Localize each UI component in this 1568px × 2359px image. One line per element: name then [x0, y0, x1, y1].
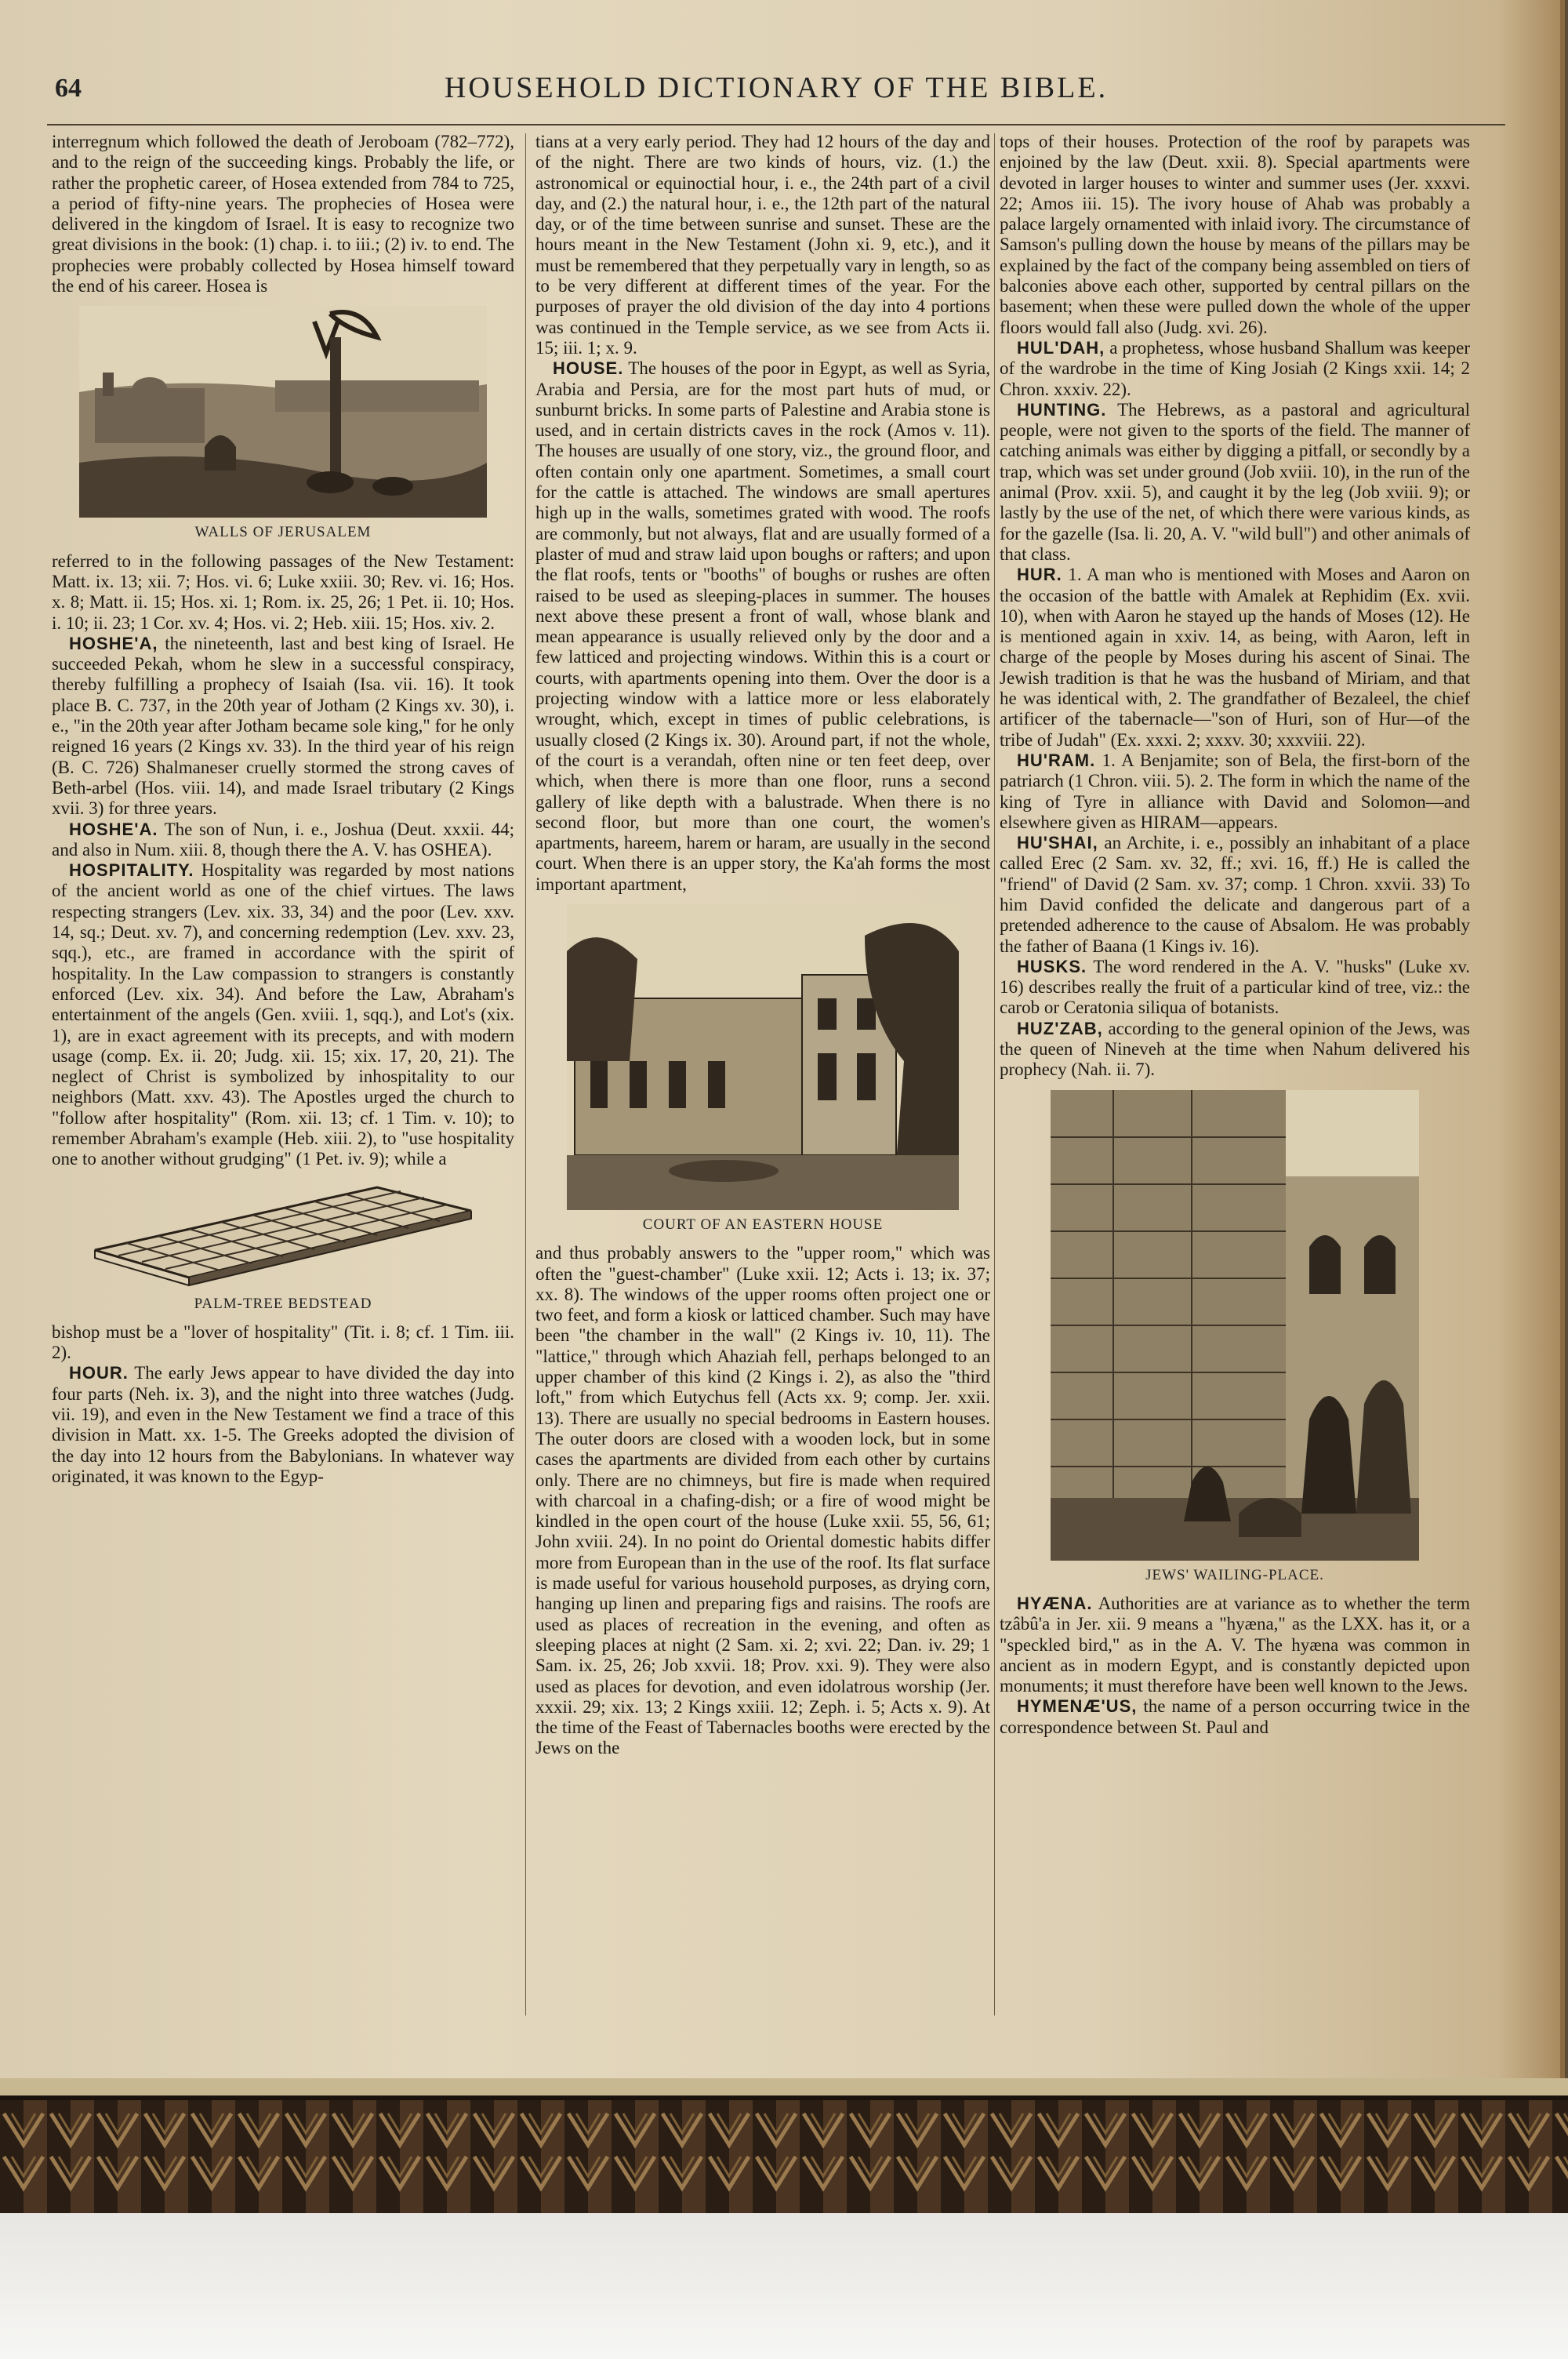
- spine-ornament: [0, 2110, 1568, 2196]
- entry-text: the nineteenth, last and best king of Israel. He succeeded Pekah, whom he slew in a successful conspiracy, thereby fulfilling a prophecy of Isaiah (Isa. vii. 16). It took place B. C. 737, in the 20th year of Jotham (2 Kings xv. 30), i. e., "in the 20th year after Jotham became sole king," for he only reigned 16 years (2 Kings xv. 33). In the third year of his reign (B. C. 726) Shalmaneser cruelly stormed the strong caves of Beth-arbel (Hos. viii. 14), and made Israel tributary (2 Kings xvii. 3) for three years.: [52, 633, 514, 819]
- column-divider: [525, 133, 526, 2016]
- entry-text: the name of a person occurring twice in the correspondence between St. Paul and: [1000, 1696, 1470, 1737]
- page-torn-edge: [0, 2078, 1568, 2095]
- entry-hyaena: [1000, 1594, 1470, 1696]
- entry-text: The houses of the poor in Egypt, as well as Syria, Arabia and Persia, are for the most part huts of mud, or sunburnt bricks. In some parts of Palestine and Arabia stone is used, and in certain districts caves in the rock (Amos v. 11). The houses are usually of one story, viz., the ground floor, and often contain only one apartment. Sometimes, a small court for the cattle is attached. The windows are small apertures high up in the walls, sometimes grated with wood. The roofs are commonly, but not always, flat and are usually formed of a plaster of mud and straw laid upon boughs or rafters; and upon the flat roofs, tents or "booths" of boughs or rushes are often raised to be used as sleeping-places in summer. The houses next above these present a front of wall, whose blank and mean appearance is usually relieved only by the door and a few latticed and projecting windows. Within this is a court or courts, with apartments opening into them. Over the door is a projecting window with a lattice more or less elaborately wrought, which, except in times of public celebrations, is usually closed (2 Kings ix. 30). Around part, if not the whole, of the court is a verandah, often nine or ten feet deep, over which, when there is more than one floor, runs a second gallery of like depth with a balustrade. When there is no second floor, but more than one court, the women's apartments, hareem, harem or haram, are usually in the second court. When there is an upper story, the Ka'ah forms the most important apartment,: [535, 358, 990, 894]
- headword: HOUR.: [69, 1363, 129, 1383]
- entry-text: Authorities are at variance as to whether the term tzâbû'a in Jer. xii. 9 means a "hyæna," as the LXX. has it, or a "speckled bird," as in the A. V. The hyæna was common in ancient as in modern Egypt, and is constantly depicted upon monuments; it must therefore have been well known to the Jews.: [1000, 1593, 1470, 1696]
- entry-hoshea-2: [52, 820, 514, 861]
- paragraph: bishop must be a "lover of hospitality" (Tit. i. 8; cf. 1 Tim. iii. 2).: [52, 1321, 514, 1363]
- background-surface: [0, 2213, 1568, 2359]
- paragraph: tops of their houses. Protection of the roof by parapets was enjoined by the law (Deut. xxii. 8). Special apartments were devoted in larger houses to winter and summer uses (Jer. xxxvi. 22; Amos iii. 15). The ivory house of Ahab was probably a palace largely ornamented with inlaid ivory. The circumstance of Samson's pulling down the house by means of the pillars may be explained by the fact of the company being assembled on tiers of balconies above each other, supported by central pillars on the basement; when these were pulled down the whole of the upper floors would fall also (Judg. xvi. 26).: [1000, 132, 1470, 337]
- entry-text: The early Jews appear to have divided the day into four parts (Neh. ix. 3), and the night into three watches (Judg. vii. 19), and even in the New Testament we find a trace of this division in Matt. xx. 1-5. The Greeks adopted the division of the day into 12 hours from the Babylonians. In whatever way originated, it was known to the Egyp-: [52, 1363, 514, 1486]
- headword: HYMENÆ'US,: [1017, 1696, 1138, 1717]
- headword: HUSKS.: [1017, 956, 1087, 976]
- headword: HUL'DAH,: [1017, 337, 1105, 358]
- walls-of-jerusalem-engraving: [79, 306, 487, 518]
- headword: HYÆNA.: [1017, 1593, 1093, 1613]
- paragraph: tians at a very early period. They had 12 hours of the day and of the night. There are two kinds of hours, viz. (1.) the astronomical or equinoctial hour, i. e., the 24th part of a civil day, and (2.) the natural hour, i. e., the 12th part of the natural day, or of the time between sunrise and sunset. These are the hours meant in the New Testament (John xi. 9, etc.), and it must be remembered that they perpetually vary in length, so as to be very different at different times of the year. For the purposes of prayer the old division of the day into 4 portions was continued in the Temple service, as we see from Acts ii. 15; iii. 1; x. 9.: [535, 132, 990, 358]
- paragraph: referred to in the following passages of the New Testament: Matt. ix. 13; xii. 7; Hos. vi. 6; Luke xxiii. 30; Rev. vi. 16; Hos. x. 8; Matt. ii. 15; Hos. xi. 1; Rom. ix. 25, 26; 1 Pet. ii. 10; Hos. i. 10; ii. 23; 1 Cor. xv. 4; Hos. vi. 2; Heb. xiii. 15; Hos. xiv. 2.: [52, 551, 514, 633]
- entry-house: [535, 358, 990, 895]
- entry-text: The son of Nun, i. e., Joshua (Deut. xxxii. 44; and also in Num. xiii. 8, though there the A. V. has OSHEA).: [52, 819, 514, 860]
- entry-hushai: [1000, 833, 1470, 957]
- figure-court-of-eastern-house: [535, 904, 990, 1235]
- page-number: 64: [55, 74, 82, 103]
- entry-text: The Hebrews, as a pastoral and agricultural people, were not given to the sports of the field. The manner of catching animals was either by digging a pitfall, or secondly by a trap, which was set under ground (Job xviii. 10), in the run of the animal (Prov. xxii. 5), and caught it by the leg (Job xviii. 9); or lastly by the use of the net, of which there were various kinds, as for the gazelle (Isa. li. 20, A. V. "wild bull") and other animals of that class.: [1000, 399, 1470, 564]
- entry-text: a prophetess, whose husband Shallum was keeper of the wardrobe in the time of King Josiah (2 Kings xxii. 14; 2 Chron. xxxiv. 22).: [1000, 337, 1471, 399]
- headword: HOSHE'A,: [69, 633, 158, 653]
- figure-caption: JEWS' WAILING-PLACE.: [1145, 1566, 1324, 1583]
- column-2: [535, 132, 990, 1759]
- entry-hur: [1000, 565, 1470, 751]
- entry-hymenaeus: [1000, 1696, 1470, 1738]
- headword: HOSHE'A.: [69, 819, 158, 839]
- entry-husks: [1000, 957, 1470, 1019]
- entry-hospitality: [52, 860, 514, 1169]
- figure-jews-wailing-place: [1000, 1090, 1470, 1586]
- headword: HUZ'ZAB,: [1017, 1018, 1103, 1038]
- entry-huzzab: [1000, 1019, 1470, 1081]
- running-title: HOUSEHOLD DICTIONARY OF THE BIBLE.: [444, 71, 1109, 104]
- entry-hour: [52, 1363, 514, 1487]
- headword: HUR.: [1017, 565, 1062, 585]
- entry-hunting: [1000, 400, 1470, 565]
- headword: HU'RAM.: [1017, 750, 1096, 770]
- figure-caption: WALLS OF JERUSALEM: [194, 524, 372, 541]
- headword: HU'SHAI,: [1017, 833, 1098, 853]
- figure-caption: PALM-TREE BEDSTEAD: [194, 1295, 372, 1312]
- entry-text: 1. A Benjamite; son of Bela, the first-born of the patriarch (1 Chron. viii. 5). 2. The form in which the name of the king of Tyre in alliance with David and Solomon—and elsewhere given as HIRAM—appears.: [1000, 750, 1470, 832]
- column-1: [52, 132, 514, 1487]
- entry-huram: [1000, 751, 1470, 833]
- entry-text: 1. A man who is mentioned with Moses and Aaron on the occasion of the battle with Amalek at Rephidim (Ex. xvii. 10), when with Aaron he stayed up the hands of Moses (12). He is mentioned again in xxiv. 14, as being, with Aaron, left in charge of the people by Moses during his ascent of Sinai. The Jewish tradition is that he was the husband of Miriam, and that he was identical with, 2. The grandfather of Bezaleel, the chief artificer of the tabernacle—"son of Huri, son of Hur—of the tribe of Judah" (Ex. xxxi. 2; xxxv. 30; xxxviii. 22).: [1000, 565, 1471, 750]
- column-divider: [994, 133, 995, 2016]
- jews-wailing-place-engraving: [1051, 1090, 1419, 1561]
- header-rule: [47, 124, 1505, 125]
- entry-text: an Archite, i. e., possibly an inhabitant of a place called Erec (2 Sam. xv. 32, ff.; xvi. 16, ff.) He is called the "friend" of David (2 Sam. xv. 37; comp. 1 Chron. xxvii. 33) To him David confided the delicate and dangerous part of a pretended adherence to the cause of Absalom. He was probably the father of Baana (1 Kings iv. 16).: [1000, 833, 1471, 956]
- paragraph: and thus probably answers to the "upper room," which was often the "guest-chamber" (Luke xxii. 12; Acts i. 13; ix. 37; xx. 8). The windows of the upper rooms often project one or two feet, and form a kiosk or latticed chamber. Such may have been "the chamber in the wall" (2 Kings iv. 10, 11). The "lattice," through which Ahaziah fell, perhaps belonged to an upper chamber of this kind (2 Kings i. 2), as also the "third loft," from which Eutychus fell (Acts xx. 9; comp. Jer. xxii. 13). There are usually no special bedrooms in Eastern houses. The outer doors are closed with a wooden lock, but in some cases the apartments are divided from each other by curtains only. There are no chimneys, but fire is made when required with charcoal in a chafing-dish; or a fire of wood might be kindled in the open court of the house (Luke xxii. 55, 56, 61; John xviii. 24). In no point do Oriental domestic habits differ more from European than in the use of the roof. Its flat surface is made useful for various household purposes, as drying corn, hanging up linen and preparing figs and raisins. The roofs are used as places of recreation in the evening, and often as sleeping places at night (2 Sam. xi. 2; xvi. 22; Dan. iv. 29; 1 Sam. ix. 25, 26; Job xxvii. 18; Prov. xxi. 9). They were also used as places for devotion, and even idolatrous worship (Jer. xxxii. 29; xix. 13; 2 Kings xxiii. 12; Zeph. i. 5; Acts x. 9). At the time of the Feast of Tabernacles booths were erected by the Jews on the: [535, 1243, 990, 1758]
- paragraph: interregnum which followed the death of Jeroboam (782–772), and to the reign of the succeeding kings. Probably the life, or rather the prophetic career, of Hosea extended from 784 to 725, a period of fifty-nine years. The prophecies of Hosea were delivered in the kingdom of Israel. It is easy to recognize two great divisions in the book: (1) chap. i. to iii.; (2) iv. to end. The prophecies were probably collected by Hosea himself toward the end of his career. Hosea is: [52, 132, 514, 296]
- court-of-eastern-house-engraving: [567, 904, 959, 1210]
- headword: HOSPITALITY.: [69, 860, 194, 881]
- entry-huldah: [1000, 338, 1470, 400]
- entry-hoshea-1: [52, 634, 514, 820]
- entry-text: according to the general opinion of the Jews, was the queen of Nineveh at the time when Nahum delivered his prophecy (Nah. ii. 7).: [1000, 1018, 1471, 1080]
- entry-text: Hospitality was regarded by most nations of the ancient world as one of the chief virtues. The laws respecting strangers (Lev. xix. 33, 34) and the poor (Lev. xxv. 14, sq.; Deut. xv. 7), and concerning redemption (Lev. xxv. 23, sqq.), etc., are framed in accordance with the spirit of hospitality. In the Law compassion to strangers is constantly enforced (Lev. xix. 34). And before the Law, Abraham's entertainment of the angels (Gen. xviii. 1, sqq.), and Lot's (xix. 1), are in exact agreement with its precepts, and with modern usage (comp. Ex. ii. 20; Judg. xii. 15; xix. 17, 20, 21). The neglect of Christ is symbolized by inhospitality to our neighbors (Matt. xxv. 43). The Apostles urged the church to "follow after hospitality" (Rom. xii. 13; cf. 1 Tim. v. 10); to remember Abraham's example (Heb. xiii. 2), to "use hospitality one to another without grudging" (1 Pet. iv. 9); while a: [52, 860, 515, 1169]
- column-3: [1000, 132, 1470, 1738]
- figure-walls-of-jerusalem: [52, 306, 514, 543]
- headword: HOUSE.: [553, 358, 624, 379]
- entry-text: The word rendered in the A. V. "husks" (Luke xv. 16) describes really the fruit of a particular kind of tree, viz.: the carob or Ceratonia siliqua of botanists.: [1000, 956, 1470, 1018]
- figure-caption: COURT OF AN EASTERN HOUSE: [642, 1216, 884, 1233]
- page-header: [47, 71, 1505, 118]
- figure-palm-tree-bedstead: [52, 1180, 514, 1314]
- headword: HUNTING.: [1017, 399, 1107, 420]
- palm-tree-bedstead-engraving: [79, 1180, 487, 1289]
